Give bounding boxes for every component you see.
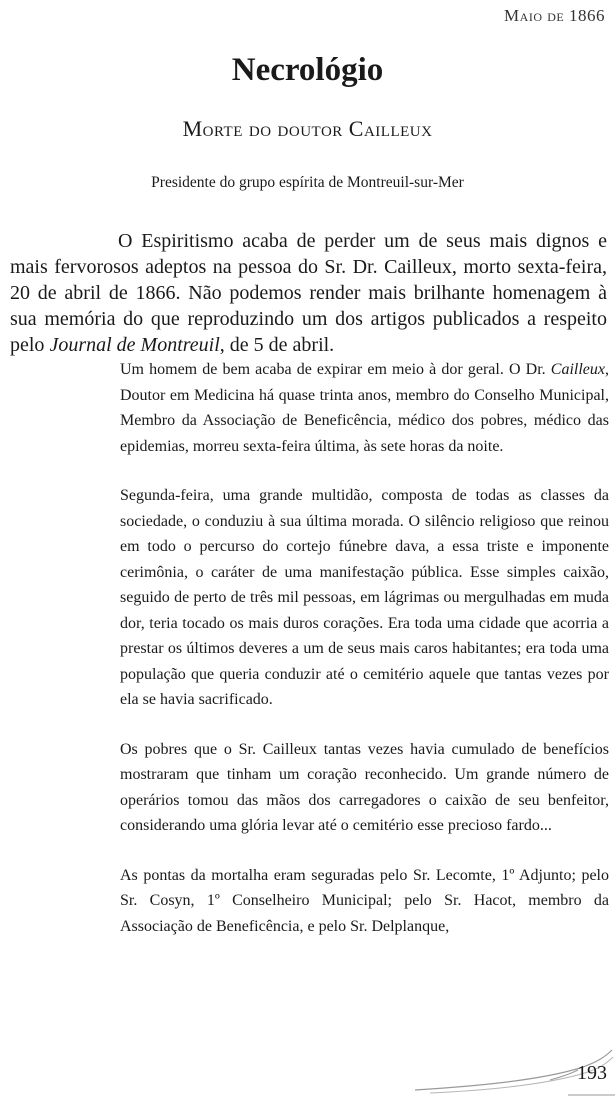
doctor-name: Cailleux [550, 361, 605, 378]
quote-p1-end: , Doutor em Medicina há quase trinta anos, membro do Conselho Municipal, Membro da Associação de Beneficência, médico dos pobres, médico das epidemias, morreu sexta-feira última, às sete horas da noite. [120, 361, 609, 455]
intro-text-start: O Espiritismo acaba de perder um de seus mais dignos e mais fervorosos adeptos na pessoa do Sr. Dr. Cailleux, morto sexta-feira, 20 de abril de 1866. Não podemos render mais brilhante homenagem à sua memória do que reproduzindo um dos artigos publicados a respeito pelo [10, 230, 607, 356]
article-caption: Presidente do grupo espírita de Montreuil-sur-Mer [151, 174, 464, 191]
article-title: Necrológio [231, 52, 384, 88]
intro-text-end: , de 5 de abril. [219, 334, 335, 356]
running-head: Maio de 1866 [504, 6, 605, 25]
intro-paragraph [10, 228, 607, 358]
journal-name: Journal de Montreuil [49, 334, 220, 356]
quote-paragraph-1 [120, 357, 609, 459]
quote-paragraph-4: As pontas da mortalha eram seguradas pelo Sr. Lecomte, 1º Adjunto; pelo Sr. Cosyn, 1º Conselheiro Municipal; pelo Sr. Hacot, membro da Associação de Beneficência, e pelo Sr. Delplanque, [120, 866, 609, 935]
quote-p1-start: Um homem de bem acaba de expirar em meio à dor geral. O Dr. [120, 361, 551, 378]
article-subtitle: Morte do doutor Cailleux [182, 116, 433, 141]
quote-paragraph-2: Segunda-feira, uma grande multidão, composta de todas as classes da sociedade, o conduziu à sua última morada. O silêncio religioso que reinou em todo o percurso do cortejo fúnebre dava, a essa triste e imponente cerimônia, o caráter de uma manifestação pública. Esse simples caixão, seguido de perto de três mil pessoas, em lágrimas ou mergulhadas em muda dor, teria tocado os mais duros corações. Era toda uma cidade que acorria a prestar os últimos deveres a um de seus mais caros habitantes; era toda uma população que queria conduzir até o cemitério aquele que tantas vezes por ela se havia sacrificado. [120, 487, 609, 708]
page-number: 193 [577, 1062, 607, 1084]
quoted-article [120, 357, 609, 963]
quote-paragraph-3: Os pobres que o Sr. Cailleux tantas vezes havia cumulado de benefícios mostraram que tinham um coração reconhecido. Um grande número de operários tomou das mãos dos carregadores o caixão de seu benfeitor, considerando uma glória levar até o cemitério esse precioso fardo... [120, 740, 609, 834]
